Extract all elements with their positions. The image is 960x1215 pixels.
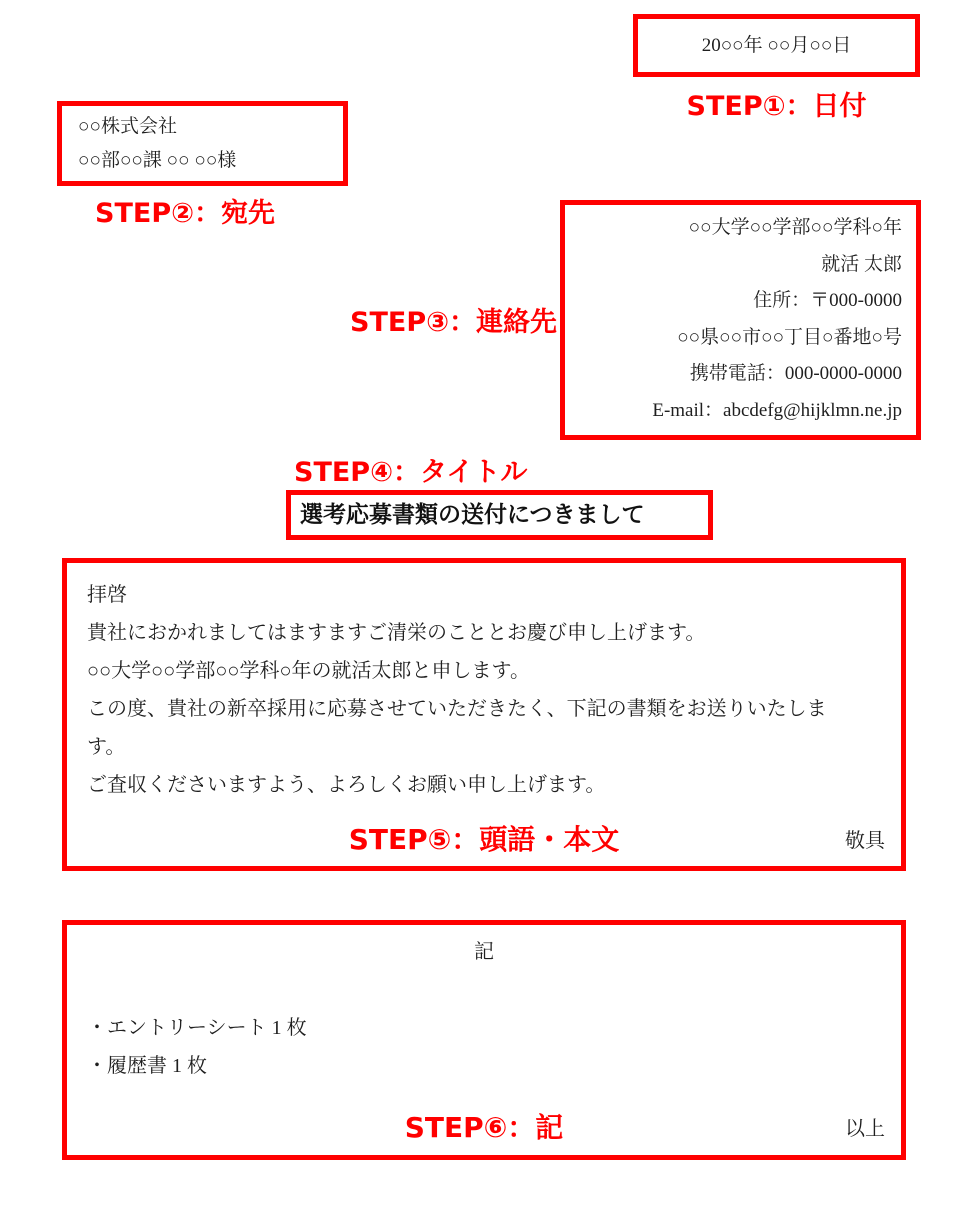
body-line: 貴社におかれましてはますますご清栄のこととお慶び申し上げます。 bbox=[87, 622, 706, 644]
body-line-salutation: 拝啓 bbox=[87, 584, 127, 606]
closing-ijou: 以上 bbox=[845, 1118, 885, 1140]
notes-heading-ki: 記 bbox=[474, 941, 494, 963]
body-line: この度、貴社の新卒採用に応募させていただきたく、下記の書類をお送りいたしま bbox=[87, 698, 827, 720]
closing-keigu: 敬具 bbox=[845, 830, 885, 852]
recipient-box bbox=[57, 101, 348, 186]
contact-email: E-mail：abcdefg@hijklmn.ne.jp bbox=[652, 399, 902, 421]
contact-phone: 携帯電話：000-0000-0000 bbox=[689, 363, 902, 384]
step5-annotation: STEP⑤：頭語・本文 bbox=[348, 823, 620, 856]
body-box bbox=[62, 558, 906, 871]
contact-box bbox=[560, 200, 921, 440]
contact-postal: 住所：〒000-0000 bbox=[753, 290, 902, 311]
contact-name: 就活 太郎 bbox=[821, 253, 902, 275]
step1-annotation: STEP①：日付 bbox=[686, 91, 867, 122]
body-line: ご査収くださいますよう、よろしくお願い申し上げます。 bbox=[87, 774, 606, 796]
step2-annotation: STEP②：宛先 bbox=[95, 198, 275, 229]
date-text: 20○○年 ○○月○○日 bbox=[701, 35, 852, 56]
date-box bbox=[633, 14, 920, 77]
contact-school: ○○大学○○学部○○学科○年 bbox=[688, 217, 902, 238]
recipient-person: ○○部○○課 ○○ ○○様 bbox=[78, 150, 237, 171]
body-footer bbox=[67, 823, 901, 857]
enclosure-item-entrysheet: ・エントリーシート 1 枚 bbox=[87, 1017, 307, 1039]
letter-title: 選考応募書類の送付につきまして bbox=[300, 502, 645, 528]
body-line: ○○大学○○学部○○学科○年の就活太郎と申します。 bbox=[87, 660, 530, 682]
step4-annotation: STEP④：タイトル bbox=[294, 457, 528, 488]
step6-annotation: STEP⑥：記 bbox=[404, 1111, 564, 1144]
body-line: す。 bbox=[87, 736, 126, 758]
spacer bbox=[87, 971, 881, 1009]
notes-footer bbox=[67, 1111, 901, 1145]
step3-annotation: STEP③：連絡先 bbox=[350, 307, 557, 338]
contact-address: ○○県○○市○○丁目○番地○号 bbox=[677, 326, 902, 348]
title-box bbox=[286, 490, 713, 540]
enclosure-item-resume: ・履歴書 1 枚 bbox=[87, 1055, 207, 1077]
recipient-company: ○○株式会社 bbox=[78, 116, 177, 137]
notes-box bbox=[62, 920, 906, 1160]
